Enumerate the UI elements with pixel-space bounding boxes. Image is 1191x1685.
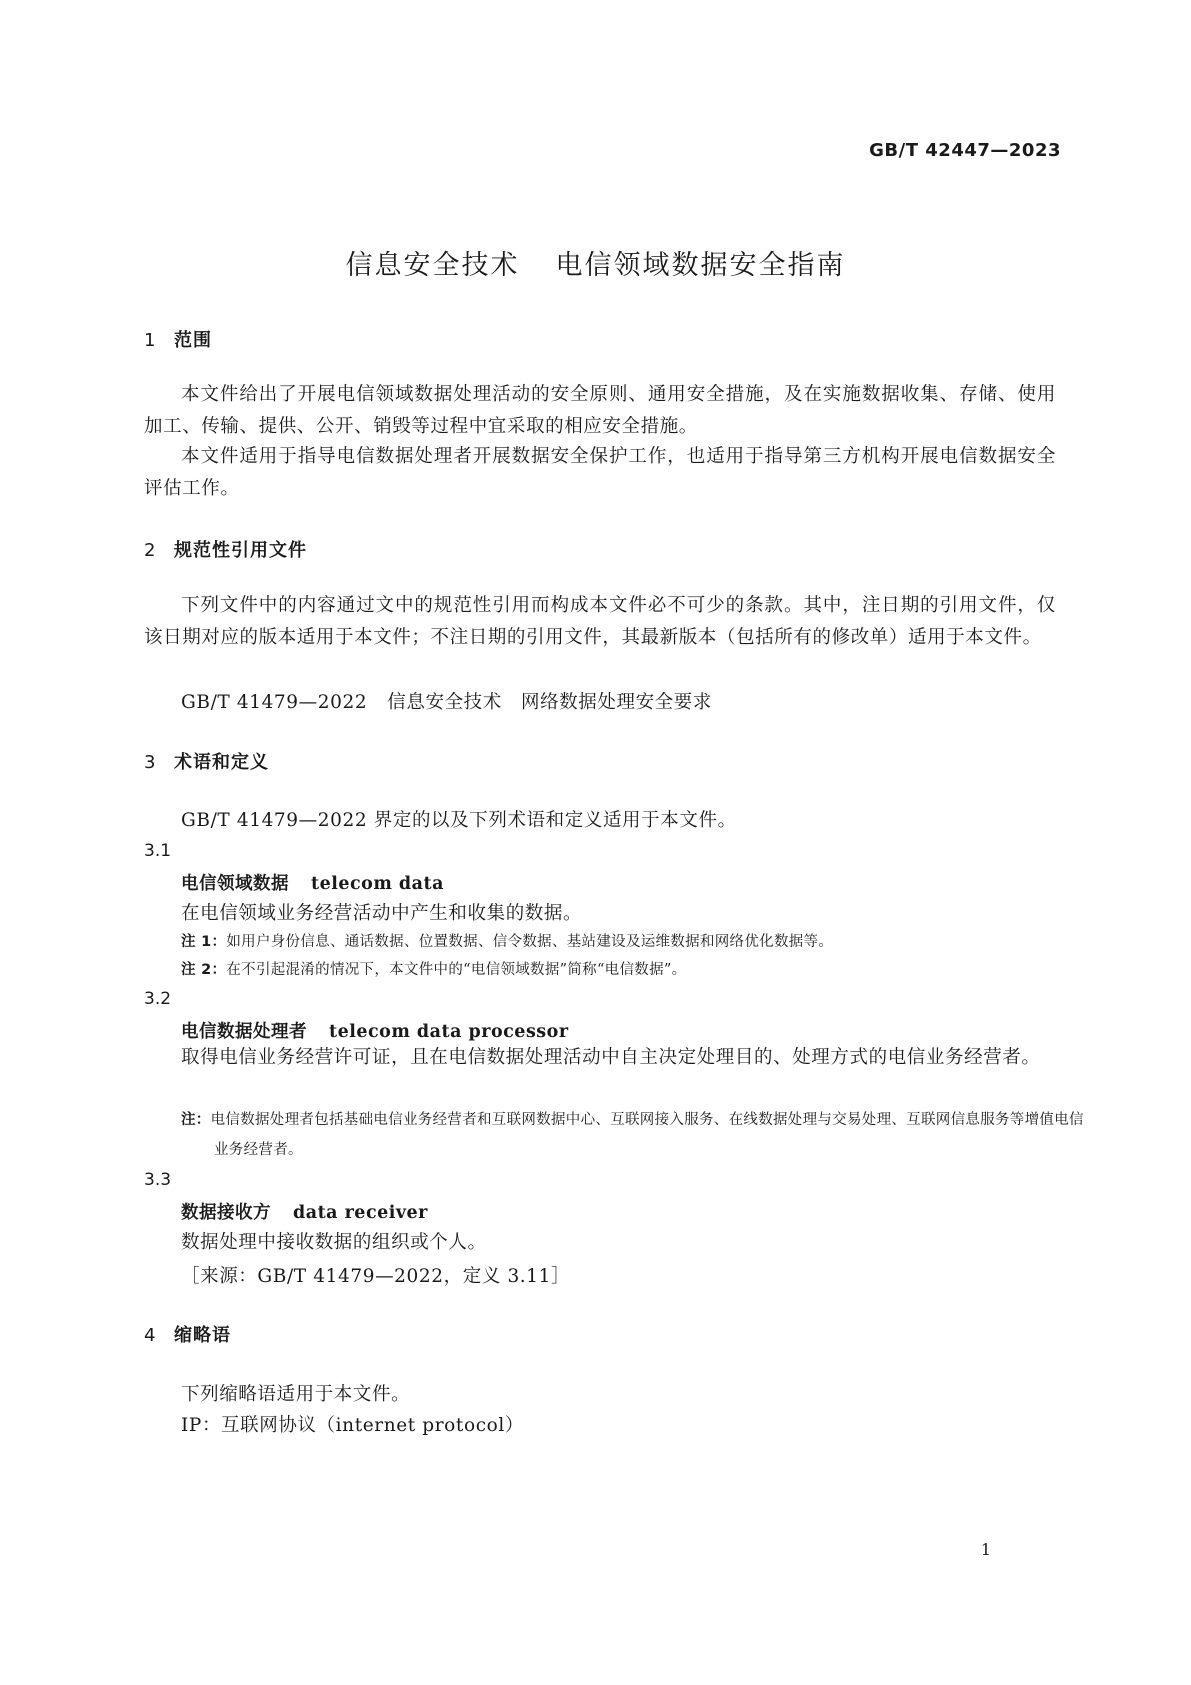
term-3-2-number: 3.2: [144, 989, 172, 1009]
section-1-paragraph-1: 本文件给出了开展电信领域数据处理活动的安全原则、通用安全措施，及在实施数据收集、存储、使用加工、传输、提供、公开、销毁等过程中宜采取的相应安全措施。: [144, 384, 1056, 437]
term-3-2-en: telecom data processor: [329, 1022, 569, 1042]
section-4-heading: 4 缩略语: [144, 1325, 231, 1346]
section-1-heading: 1 范围: [144, 330, 212, 351]
term-3-2-title: [181, 1018, 569, 1043]
title-part-1: 信息安全技术: [345, 250, 520, 281]
section-2-heading: 2 规范性引用文件: [144, 540, 307, 561]
page-number: 1: [980, 1540, 991, 1559]
document-title: [0, 243, 1191, 282]
term-3-1-number: 3.1: [144, 841, 172, 861]
term-3-1-note-2: 注 2：在不引起混淆的情况下，本文件中的“电信领域数据”简称“电信数据”。: [181, 962, 687, 978]
section-1-paragraph-2: 本文件适用于指导电信数据处理者开展数据安全保护工作，也适用于指导第三方机构开展电信数据安全评估工作。: [144, 446, 1056, 499]
abbreviation-ip: IP：互联网协议（internet protocol）: [181, 1415, 525, 1436]
term-3-1-title: [181, 870, 444, 895]
title-part-2: 电信领域数据安全指南: [555, 250, 846, 281]
term-3-1-note-1: 注 1：如用户身份信息、通话数据、位置数据、信令数据、基站建设及运维数据和网络优化数据等。: [181, 934, 834, 950]
term-3-3-number: 3.3: [144, 1170, 172, 1190]
normative-reference: [181, 688, 712, 714]
term-3-3-source: ［来源：GB/T 41479—2022，定义 3.11］: [181, 1266, 571, 1287]
section-3-intro: GB/T 41479—2022 界定的以及下列术语和定义适用于本文件。: [181, 810, 737, 831]
term-3-3-definition: 数据处理中接收数据的组织或个人。: [181, 1232, 487, 1253]
term-3-2-note: 注：电信数据处理者包括基础电信业务经营者和互联网数据中心、互联网接入服务、在线数据处理与交易处理、互联网信息服务等增值电信业务经营者。: [181, 1112, 1084, 1158]
term-3-3-en: data receiver: [293, 1203, 428, 1223]
section-4-intro: 下列缩略语适用于本文件。: [181, 1384, 411, 1405]
reference-code: GB/T 41479—2022: [181, 692, 368, 713]
term-3-3-title: [181, 1199, 428, 1224]
standard-number: GB/T 42447—2023: [869, 140, 1061, 161]
term-3-1-en: telecom data: [311, 874, 444, 894]
term-3-3-zh: 数据接收方: [181, 1203, 271, 1223]
term-3-2-definition: 取得电信业务经营许可证，且在电信数据处理活动中自主决定处理目的、处理方式的电信业务经营者。: [181, 1047, 1041, 1068]
term-3-2-zh: 电信数据处理者: [181, 1022, 307, 1042]
term-3-1-zh: 电信领域数据: [181, 874, 289, 894]
term-3-1-definition: 在电信领域业务经营活动中产生和收集的数据。: [181, 903, 583, 924]
reference-title: 信息安全技术 网络数据处理安全要求: [387, 692, 712, 713]
section-3-heading: 3 术语和定义: [144, 752, 269, 773]
section-2-paragraph: 下列文件中的内容通过文中的规范性引用而构成本文件必不可少的条款。其中，注日期的引用文件，仅该日期对应的版本适用于本文件；不注日期的引用文件，其最新版本（包括所有的修改单）适用于本文件。: [144, 595, 1056, 648]
